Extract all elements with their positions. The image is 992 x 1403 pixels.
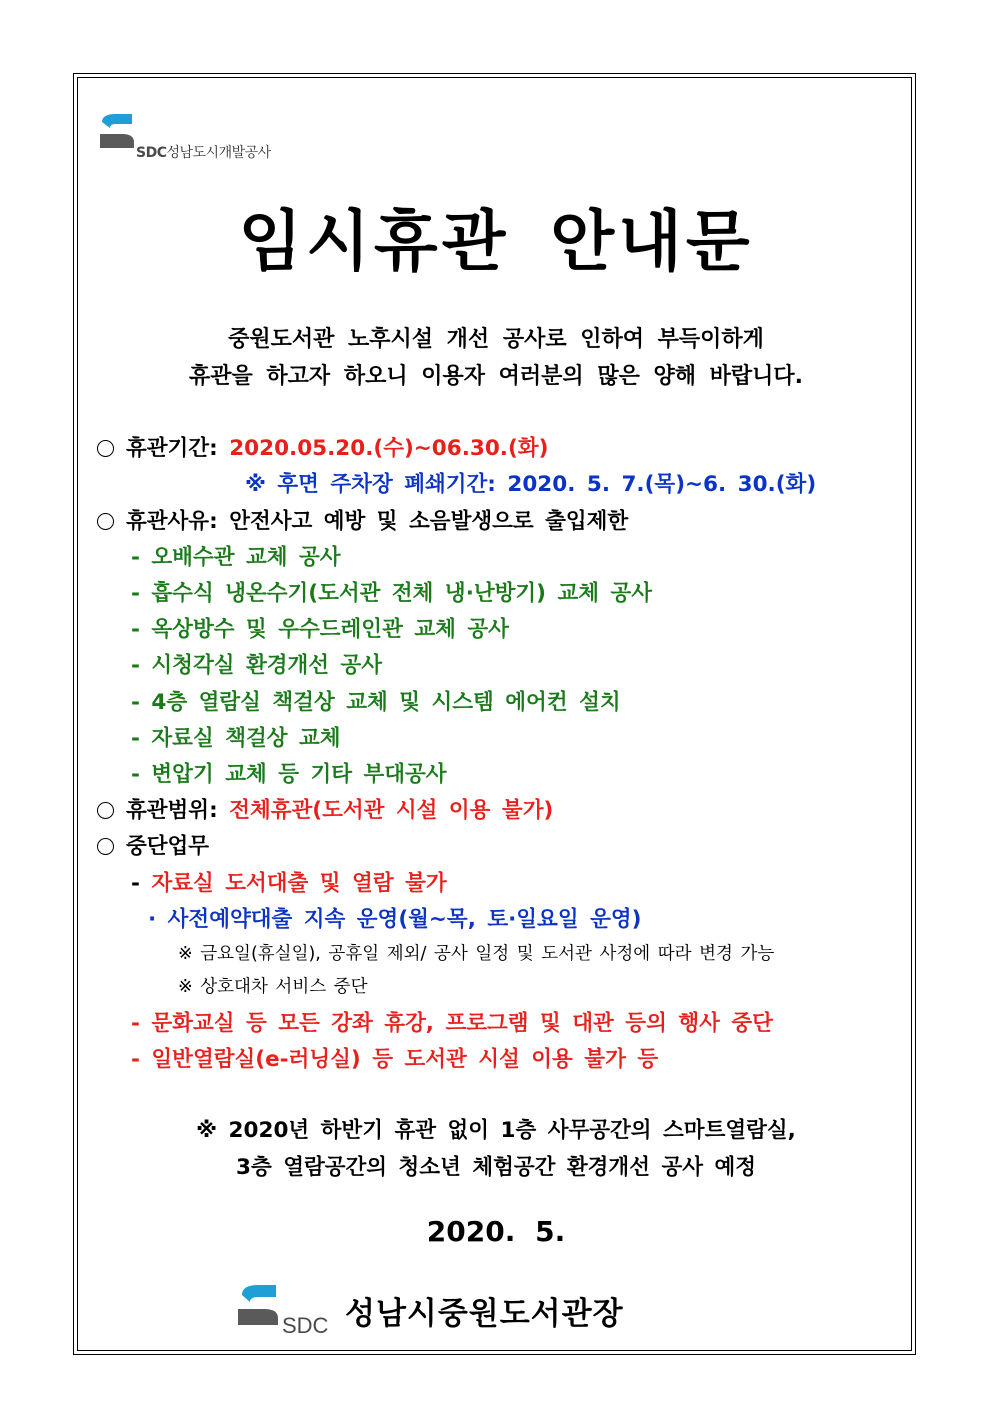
reason-row xyxy=(97,504,628,535)
scope-value: 전체휴관(도서관 시설 이용 불가) xyxy=(229,798,554,823)
logo-company-name: 성남도시개발공사 xyxy=(166,145,271,161)
suspended-note-2: ※ 상호대차 서비스 중단 xyxy=(178,977,368,997)
reason-item: - 오배수관 교체 공사 xyxy=(131,545,341,570)
parking-note: ※ 후면 주차장 폐쇄기간: 2020. 5. 7.(목)~6. 30.(화) xyxy=(245,472,817,497)
bullet-circle-icon xyxy=(97,802,114,819)
logo-company-text xyxy=(136,142,271,162)
footer-note-1: ※ 2020년 하반기 휴관 없이 1층 사무공간의 스마트열람실, xyxy=(196,1118,796,1143)
reason-item: - 시청각실 환경개선 공사 xyxy=(131,653,383,678)
period-label: 휴관기간: xyxy=(126,436,218,461)
reason-value: 안전사고 예방 및 소음발생으로 출입제한 xyxy=(229,509,629,534)
reason-item: - 변압기 교체 등 기타 부대공사 xyxy=(131,762,447,787)
notice-date: 2020. 5. xyxy=(426,1215,566,1248)
footer-note-2: 3층 열람공간의 청소년 체험공간 환경개선 공사 예정 xyxy=(235,1155,757,1180)
reason-item: - 옥상방수 및 우수드레인관 교체 공사 xyxy=(131,617,509,642)
intro-line-1: 중원도서관 노후시설 개선 공사로 인하여 부득이하게 xyxy=(228,327,764,352)
sdc-logo-icon xyxy=(236,1283,280,1331)
page-title: 임시휴관 안내문 xyxy=(238,203,754,280)
period-value: 2020.05.20.(수)~06.30.(화) xyxy=(229,436,549,461)
suspended-row xyxy=(97,829,209,860)
signature-sdc: SDC xyxy=(282,1313,329,1338)
reason-item: - 4층 열람실 책걸상 교체 및 시스템 에어컨 설치 xyxy=(131,690,621,715)
bullet-circle-icon xyxy=(97,838,114,855)
reason-item: - 자료실 책걸상 교체 xyxy=(131,726,341,751)
sdc-logo-icon xyxy=(98,112,138,154)
scope-label: 휴관범위: xyxy=(126,798,218,823)
bullet-circle-icon xyxy=(97,440,114,457)
reason-label: 휴관사유: xyxy=(126,509,218,534)
period-row xyxy=(97,431,548,462)
suspended-label: 중단업무 xyxy=(126,834,210,859)
signature-name: 성남시중원도서관장 xyxy=(345,1296,624,1332)
suspended-item-2: - 문화교실 등 모든 강좌 휴강, 프로그램 및 대관 등의 행사 중단 xyxy=(131,1011,773,1036)
suspended-item-1-text: 자료실 도서대출 및 열람 불가 xyxy=(151,871,447,896)
reason-item: - 흡수식 냉온수기(도서관 전체 냉·난방기) 교체 공사 xyxy=(131,581,653,606)
suspended-note-1: ※ 금요일(휴실일), 공휴일 제외/ 공사 일정 및 도서관 사정에 따라 변경 가능 xyxy=(178,944,775,964)
intro-line-2: 휴관을 하고자 하오니 이용자 여러분의 많은 양해 바랍니다. xyxy=(188,364,804,389)
scope-row xyxy=(97,793,553,824)
logo-sdc: SDC xyxy=(136,145,167,161)
reservation-sub: · 사전예약대출 지속 운영(월~목, 토·일요일 운영) xyxy=(148,907,642,932)
suspended-item-1 xyxy=(131,866,447,897)
suspended-dash: - xyxy=(131,871,140,896)
suspended-item-3: - 일반열람실(e-러닝실) 등 도서관 시설 이용 불가 등 xyxy=(131,1047,659,1072)
bullet-circle-icon xyxy=(97,513,114,530)
